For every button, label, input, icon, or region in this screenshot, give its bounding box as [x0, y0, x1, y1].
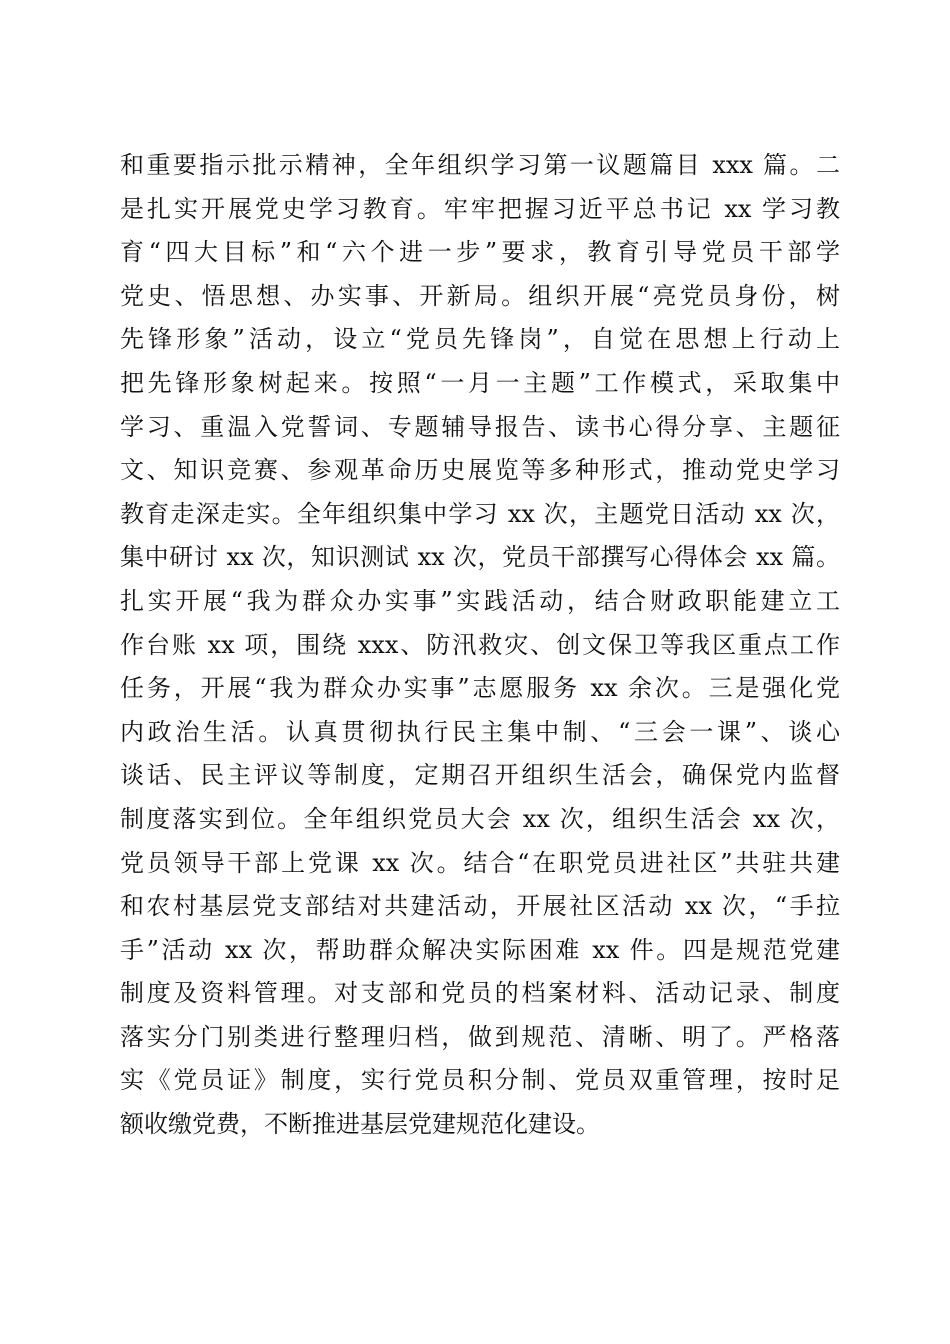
- text-line-18: 和农村基层党支部结对共建活动，开展社区活动 xx 次，“手拉: [120, 892, 840, 921]
- text-line-8: 文、知识竞赛、参观革命历史展览等多种形式，推动党史学习: [120, 456, 840, 485]
- text-line-17: 党员领导干部上党课 xx 次。结合“在职党员进社区”共驻共建: [120, 848, 840, 877]
- text-line-7: 学习、重温入党誓词、专题辅导报告、读书心得分享、主题征: [120, 412, 840, 441]
- text-line-15: 谈话、民主评议等制度，定期召开组织生活会，确保党内监督: [120, 761, 840, 790]
- text-line-16: 制度落实到位。全年组织党员大会 xx 次，组织生活会 xx 次，: [120, 804, 840, 833]
- text-line-1: 和重要指示批示精神，全年组织学习第一议题篇目 xxx 篇。二: [120, 151, 840, 179]
- text-line-12: 作台账 xx 项，围绕 xxx、防汛救灾、创文保卫等我区重点工作: [120, 630, 840, 659]
- text-line-14: 内政治生活。认真贯彻执行民主集中制、“三会一课”、谈心: [120, 717, 840, 746]
- text-line-11: 扎实开展“我为群众办实事”实践活动，结合财政职能建立工: [120, 586, 840, 615]
- text-line-5: 先锋形象”活动，设立“党员先锋岗”，自觉在思想上行动上: [120, 325, 840, 354]
- text-line-22: 实《党员证》制度，实行党员积分制、党员双重管理，按时足: [120, 1066, 840, 1095]
- text-line-9: 教育走深走实。全年组织集中学习 xx 次，主题党日活动 xx 次，: [120, 499, 840, 528]
- text-line-19: 手”活动 xx 次，帮助群众解决实际困难 xx 件。四是规范党建: [120, 935, 840, 964]
- text-line-6: 把先锋形象树起来。按照“一月一主题”工作模式，采取集中: [120, 368, 840, 397]
- text-line-3: 育“四大目标”和“六个进一步”要求，教育引导党员干部学: [120, 238, 840, 267]
- text-line-20: 制度及资料管理。对支部和党员的档案材料、活动记录、制度: [120, 979, 840, 1008]
- text-line-2: 是扎实开展党史学习教育。牢牢把握习近平总书记 xx 学习教: [120, 194, 840, 223]
- text-line-21: 落实分门别类进行整理归档，做到规范、清晰、明了。严格落: [120, 1022, 840, 1051]
- text-line-13: 任务，开展“我为群众办实事”志愿服务 xx 余次。三是强化党: [120, 674, 840, 703]
- body-paragraph: [120, 144, 840, 1147]
- text-line-23: 额收缴党费，不断推进基层党建规范化建设。: [120, 1110, 600, 1139]
- text-line-4: 党史、悟思想、办实事、开新局。组织开展“亮党员身份，树: [120, 281, 840, 310]
- text-line-10: 集中研讨 xx 次，知识测试 xx 次，党员干部撰写心得体会 xx 篇。: [120, 543, 840, 572]
